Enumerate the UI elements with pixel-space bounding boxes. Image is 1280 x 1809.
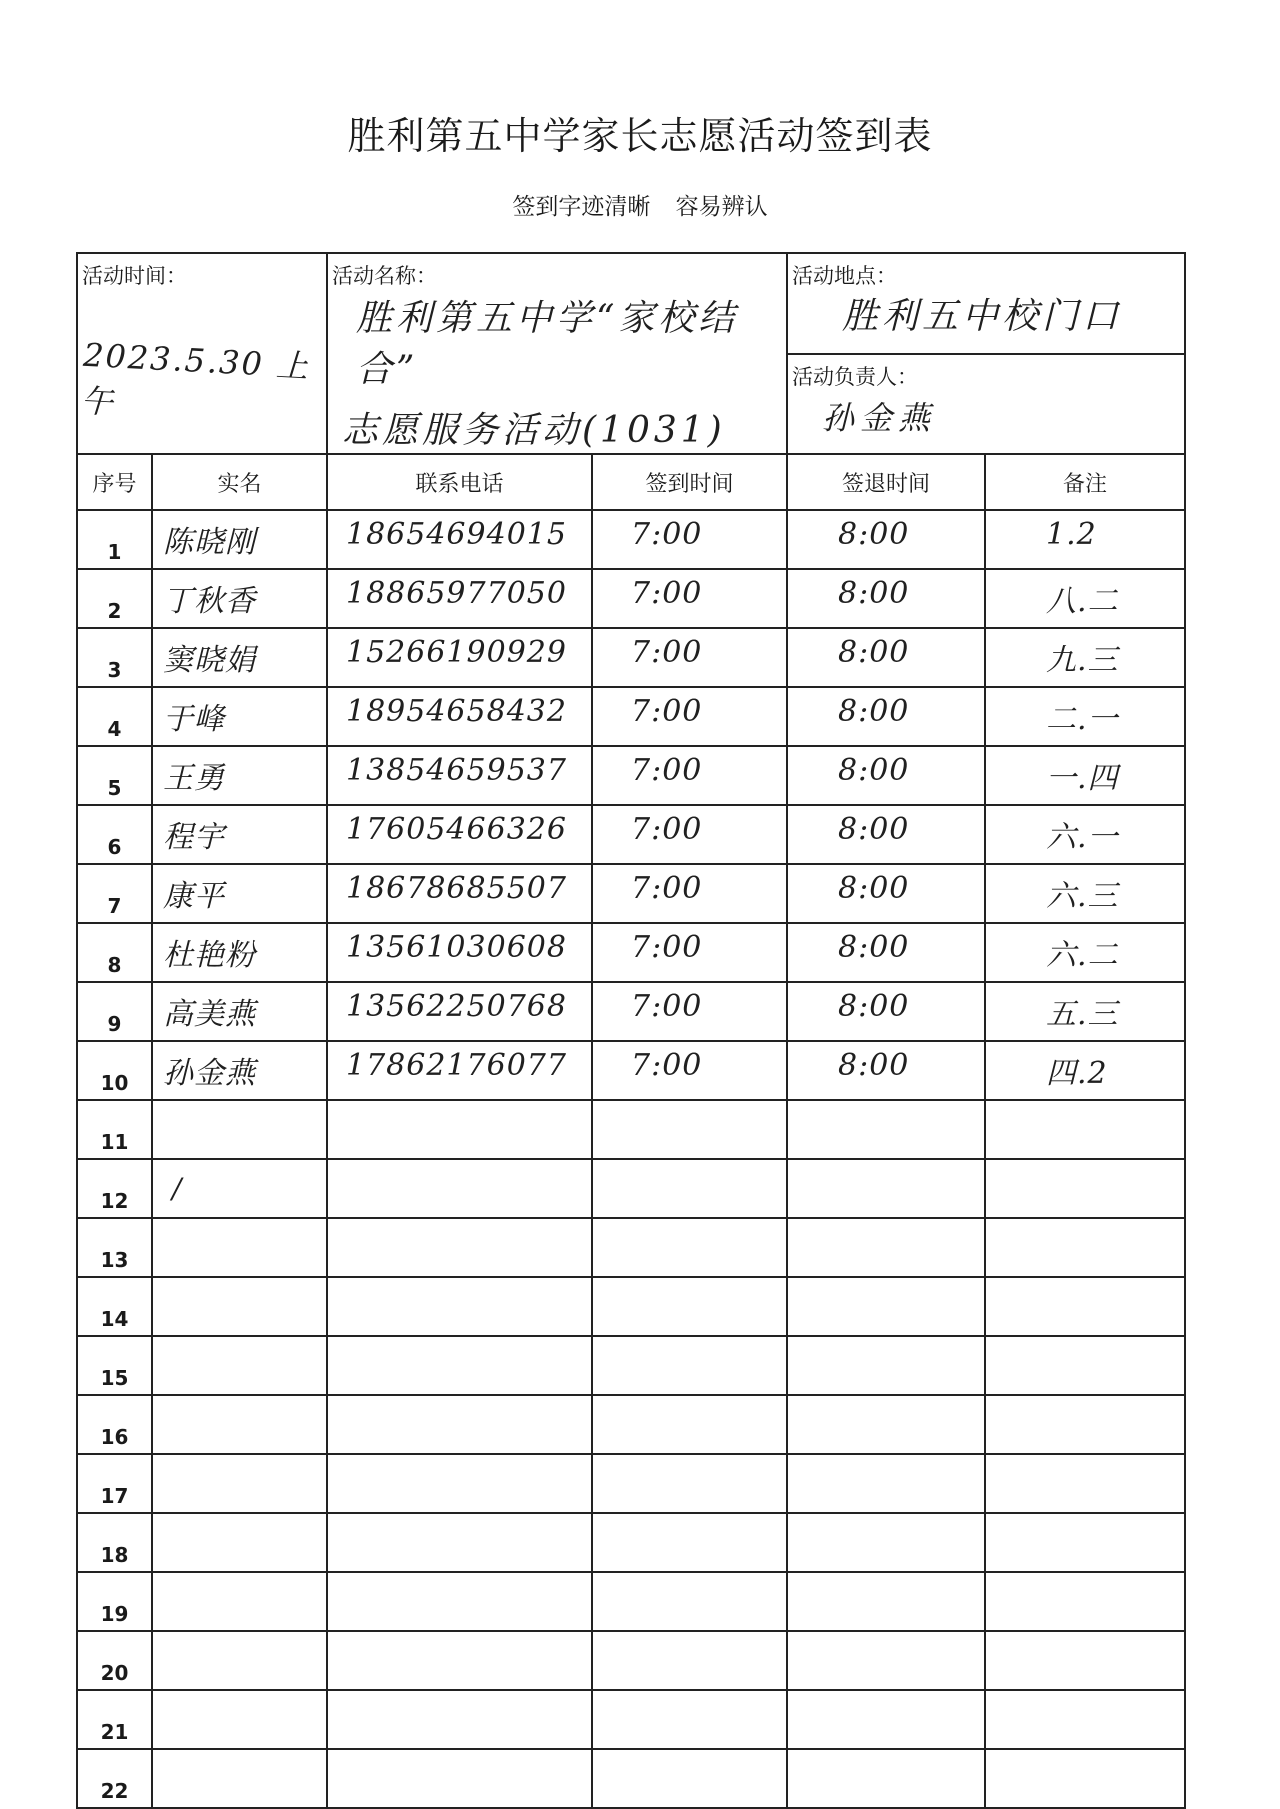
phone-cell: [327, 1572, 592, 1631]
name-value: 康平: [163, 879, 225, 914]
note-cell: [985, 1749, 1185, 1808]
row-number: 14: [77, 1277, 152, 1336]
name-value: 窦晓娟: [163, 643, 256, 678]
phone-cell: [327, 1454, 592, 1513]
name-cell: [152, 510, 327, 569]
table-row: [77, 569, 1185, 628]
table-row: [77, 1513, 1185, 1572]
note-value: 六.二: [1046, 938, 1119, 973]
stray-pen-mark: /: [172, 1172, 182, 1205]
phone-cell: [327, 1041, 592, 1100]
signin-time-cell: [592, 982, 787, 1041]
signout-time-value: 8:00: [838, 1048, 910, 1083]
table-row: [77, 1336, 1185, 1395]
activity-place-value: 胜利五中校门口: [842, 296, 1123, 337]
phone-cell: [327, 1218, 592, 1277]
attendance-rows: [77, 510, 1185, 1808]
activity-name-value-line1: 胜利第五中学“家校结合”: [356, 298, 739, 390]
signout-time-value: 8:00: [838, 694, 910, 729]
phone-cell: [327, 805, 592, 864]
name-cell: [152, 1041, 327, 1100]
phone-cell: [327, 1395, 592, 1454]
name-value: 陈晓刚: [163, 525, 256, 560]
phone-value: 15266190929: [346, 635, 567, 670]
name-value: 高美燕: [163, 997, 256, 1032]
row-number: 22: [77, 1749, 152, 1808]
name-cell: [152, 746, 327, 805]
row-number: 17: [77, 1454, 152, 1513]
signin-time-cell: [592, 687, 787, 746]
phone-value: 18654694015: [346, 517, 567, 552]
signout-time-cell: [787, 1513, 985, 1572]
note-cell: [985, 805, 1185, 864]
name-value: 杜艳粉: [163, 938, 256, 973]
signout-time-value: 8:00: [838, 576, 910, 611]
activity-time-value: 2023.5.30 上午: [79, 335, 311, 422]
phone-cell: [327, 569, 592, 628]
phone-cell: [327, 1631, 592, 1690]
note-cell: [985, 1631, 1185, 1690]
table-row: [77, 1100, 1185, 1159]
info-table: [76, 252, 1186, 455]
row-number: 2: [77, 569, 152, 628]
col-header-signin: 签到时间: [592, 454, 787, 510]
note-cell: [985, 510, 1185, 569]
activity-name-cell: [327, 253, 787, 454]
signout-time-cell: [787, 628, 985, 687]
note-value: 二.一: [1046, 702, 1119, 737]
signout-time-cell: [787, 1749, 985, 1808]
table-row: [77, 1218, 1185, 1277]
activity-name-label: 活动名称：: [332, 264, 437, 288]
note-cell: [985, 1395, 1185, 1454]
signout-time-value: 8:00: [838, 635, 910, 670]
table-row: [77, 1572, 1185, 1631]
signin-time-value: 7:00: [631, 1048, 703, 1083]
signin-time-cell: [592, 569, 787, 628]
signin-time-value: 7:00: [631, 517, 703, 552]
table-row: [77, 982, 1185, 1041]
note-cell: [985, 687, 1185, 746]
table-row: [77, 1690, 1185, 1749]
signin-time-value: 7:00: [631, 753, 703, 788]
signin-time-cell: [592, 1159, 787, 1218]
name-value: 孙金燕: [163, 1056, 256, 1091]
phone-cell: [327, 687, 592, 746]
signin-time-cell: [592, 1041, 787, 1100]
signout-time-cell: [787, 1218, 985, 1277]
table-row: [77, 1631, 1185, 1690]
signin-time-value: 7:00: [631, 635, 703, 670]
phone-cell: [327, 1690, 592, 1749]
note-value: 九.三: [1046, 643, 1119, 678]
signin-time-cell: [592, 1749, 787, 1808]
row-number: 7: [77, 864, 152, 923]
note-cell: [985, 746, 1185, 805]
phone-cell: [327, 628, 592, 687]
name-cell: [152, 1277, 327, 1336]
activity-time-label: 活动时间：: [82, 264, 187, 288]
phone-cell: [327, 1277, 592, 1336]
signin-time-cell: [592, 1336, 787, 1395]
note-cell: [985, 1218, 1185, 1277]
signin-time-cell: [592, 1218, 787, 1277]
phone-cell: [327, 982, 592, 1041]
signout-time-value: 8:00: [838, 989, 910, 1024]
row-number: 3: [77, 628, 152, 687]
row-number: 9: [77, 982, 152, 1041]
phone-value: 13854659537: [346, 753, 567, 788]
signout-time-value: 8:00: [838, 812, 910, 847]
table-row: [77, 687, 1185, 746]
table-row: [77, 510, 1185, 569]
signout-time-cell: [787, 982, 985, 1041]
signin-time-value: 7:00: [631, 576, 703, 611]
signout-time-cell: [787, 1336, 985, 1395]
name-cell: [152, 1572, 327, 1631]
name-value: 程宇: [163, 820, 225, 855]
row-number: 18: [77, 1513, 152, 1572]
note-cell: [985, 1336, 1185, 1395]
page-subtitle: 签到字迹清晰 容易辨认: [512, 194, 768, 220]
note-cell: [985, 628, 1185, 687]
phone-cell: [327, 510, 592, 569]
name-cell: [152, 1454, 327, 1513]
table-row: [77, 1041, 1185, 1100]
signin-time-cell: [592, 1454, 787, 1513]
activity-time-cell: [77, 253, 327, 454]
col-header-signout: 签退时间: [787, 454, 985, 510]
signout-time-cell: [787, 1100, 985, 1159]
activity-place-cell: [787, 253, 1185, 354]
signout-time-value: 8:00: [838, 517, 910, 552]
signin-time-cell: [592, 1572, 787, 1631]
note-cell: [985, 923, 1185, 982]
note-cell: [985, 864, 1185, 923]
signout-time-cell: [787, 569, 985, 628]
name-cell: [152, 805, 327, 864]
signout-time-cell: [787, 1041, 985, 1100]
name-cell: [152, 1218, 327, 1277]
table-row: [77, 628, 1185, 687]
row-number: 1: [77, 510, 152, 569]
phone-cell: [327, 1100, 592, 1159]
signout-time-cell: [787, 1572, 985, 1631]
phone-cell: [327, 1749, 592, 1808]
signin-time-cell: [592, 1395, 787, 1454]
row-number: 10: [77, 1041, 152, 1100]
activity-place-label: 活动地点：: [792, 264, 897, 288]
note-cell: [985, 982, 1185, 1041]
page-title: 胜利第五中学家长志愿活动签到表: [347, 114, 933, 158]
row-number: 12: [77, 1159, 152, 1218]
phone-value: 13561030608: [346, 930, 567, 965]
signin-time-cell: [592, 805, 787, 864]
row-number: 19: [77, 1572, 152, 1631]
row-number: 20: [77, 1631, 152, 1690]
name-cell: [152, 1690, 327, 1749]
row-number: 6: [77, 805, 152, 864]
phone-cell: [327, 1513, 592, 1572]
activity-name-value-line2: 志愿服务活动(1031): [342, 410, 726, 451]
activity-leader-value: 孙金燕: [822, 399, 937, 438]
row-number: 16: [77, 1395, 152, 1454]
signout-time-cell: [787, 510, 985, 569]
note-value: 1.2: [1046, 517, 1097, 552]
note-value: 八.二: [1046, 584, 1119, 619]
name-cell: [152, 923, 327, 982]
phone-value: 17862176077: [346, 1048, 567, 1083]
signin-time-cell: [592, 1513, 787, 1572]
phone-value: 18865977050: [346, 576, 567, 611]
name-cell: [152, 1631, 327, 1690]
name-cell: [152, 1749, 327, 1808]
table-row: [77, 1159, 1185, 1218]
table-row: [77, 1277, 1185, 1336]
col-header-phone: 联系电话: [327, 454, 592, 510]
table-row: [77, 805, 1185, 864]
name-value: 丁秋香: [163, 584, 256, 619]
name-cell: [152, 982, 327, 1041]
name-cell: [152, 1336, 327, 1395]
signout-time-cell: [787, 687, 985, 746]
signout-time-cell: [787, 1395, 985, 1454]
note-cell: [985, 1513, 1185, 1572]
table-row: [77, 746, 1185, 805]
signin-time-cell: [592, 923, 787, 982]
row-number: 5: [77, 746, 152, 805]
activity-leader-label: 活动负责人：: [792, 365, 918, 390]
attendance-table: [76, 453, 1186, 1809]
row-number: 8: [77, 923, 152, 982]
name-cell: [152, 569, 327, 628]
sign-in-sheet: [76, 252, 1184, 1809]
phone-cell: [327, 864, 592, 923]
phone-cell: [327, 923, 592, 982]
col-header-note: 备注: [985, 454, 1185, 510]
signin-time-cell: [592, 1100, 787, 1159]
note-cell: [985, 1159, 1185, 1218]
row-number: 4: [77, 687, 152, 746]
name-cell: [152, 1395, 327, 1454]
signin-time-value: 7:00: [631, 930, 703, 965]
phone-value: 13562250768: [346, 989, 567, 1024]
signin-time-cell: [592, 1277, 787, 1336]
note-value: 五.三: [1046, 997, 1119, 1032]
note-cell: [985, 1572, 1185, 1631]
note-cell: [985, 1100, 1185, 1159]
signin-time-value: 7:00: [631, 694, 703, 729]
col-header-name: 实名: [152, 454, 327, 510]
name-value: 王勇: [163, 761, 225, 796]
note-value: 四.2: [1046, 1056, 1108, 1091]
signout-time-value: 8:00: [838, 753, 910, 788]
signin-time-value: 7:00: [631, 812, 703, 847]
signin-time-cell: [592, 628, 787, 687]
note-value: 一.四: [1046, 761, 1119, 796]
signout-time-cell: [787, 1159, 985, 1218]
signin-time-value: 7:00: [631, 989, 703, 1024]
table-row: [77, 1749, 1185, 1808]
note-cell: [985, 1454, 1185, 1513]
row-number: 11: [77, 1100, 152, 1159]
phone-value: 18678685507: [346, 871, 567, 906]
signout-time-cell: [787, 1690, 985, 1749]
signout-time-cell: [787, 805, 985, 864]
signin-time-value: 7:00: [631, 871, 703, 906]
note-value: 六.一: [1046, 820, 1119, 855]
phone-value: 17605466326: [346, 812, 567, 847]
name-cell: [152, 687, 327, 746]
signout-time-cell: [787, 746, 985, 805]
table-row: [77, 923, 1185, 982]
phone-cell: [327, 1159, 592, 1218]
row-number: 21: [77, 1690, 152, 1749]
row-number: 15: [77, 1336, 152, 1395]
note-cell: [985, 569, 1185, 628]
table-row: [77, 864, 1185, 923]
signout-time-value: 8:00: [838, 930, 910, 965]
signin-time-cell: [592, 1631, 787, 1690]
activity-leader-cell: [787, 354, 1185, 454]
phone-cell: [327, 1336, 592, 1395]
col-header-no: 序号: [77, 454, 152, 510]
note-cell: [985, 1690, 1185, 1749]
name-cell: [152, 1513, 327, 1572]
table-row: [77, 1454, 1185, 1513]
name-cell: [152, 1100, 327, 1159]
signin-time-cell: [592, 510, 787, 569]
note-value: 六.三: [1046, 879, 1119, 914]
note-cell: [985, 1041, 1185, 1100]
name-value: 于峰: [163, 702, 225, 737]
signin-time-cell: [592, 864, 787, 923]
signin-time-cell: [592, 746, 787, 805]
signout-time-cell: [787, 1277, 985, 1336]
signin-time-cell: [592, 1690, 787, 1749]
signout-time-cell: [787, 923, 985, 982]
signout-time-cell: [787, 864, 985, 923]
name-cell: [152, 864, 327, 923]
note-cell: [985, 1277, 1185, 1336]
row-number: 13: [77, 1218, 152, 1277]
table-row: [77, 1395, 1185, 1454]
phone-value: 18954658432: [346, 694, 567, 729]
signout-time-value: 8:00: [838, 871, 910, 906]
phone-cell: [327, 746, 592, 805]
column-headers: [77, 454, 1185, 510]
name-cell: [152, 628, 327, 687]
signout-time-cell: [787, 1454, 985, 1513]
signout-time-cell: [787, 1631, 985, 1690]
